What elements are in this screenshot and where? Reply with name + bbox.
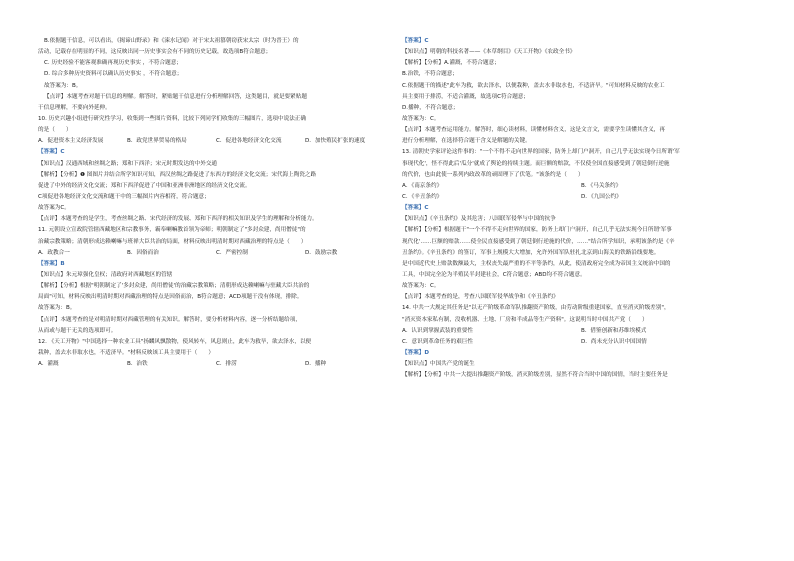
option-row	[402, 326, 760, 337]
text-line: 治藏宗教策略；清朝形成达赖喇嘛与班禅大臣共治的局面，材料反映出明清时期对西藏治理的特点是（ ）	[38, 238, 307, 245]
text-line: C.依据题干的描述"此车为救，欲去泽水，以便栽种，盖去水非取水也，不适济旱。"可知材料反映的农业工	[402, 82, 665, 89]
text-line: B.依据题干信息，可以看出，《揭谛山野录》和《涑水记闻》对于宋太祖篡朝窃获宋太宗（时为晋王）的	[44, 38, 299, 44]
left-column	[38, 36, 394, 370]
option-choice: C．严密控制	[216, 249, 248, 256]
option-choice: B．治铁	[127, 361, 148, 368]
text-line: 进行分析理解，在选择符合题干含义是解题的关键。	[402, 138, 531, 145]
text-line: 【知识点】明朝的科技名著——《本草纲目》《天工开物》《农政全书》	[402, 49, 576, 56]
text-line: 栽种，盖去水非取水也，不适济旱。"材料反映该工具主要用于（ ）	[38, 349, 214, 356]
q13-answer-block	[402, 203, 760, 326]
q13-options	[402, 181, 760, 203]
text-line: 【知识点】《辛丑条约》及其危害；八国联军侵华与中国的抗争	[402, 216, 556, 223]
right-column	[402, 36, 760, 381]
text-line: 的代价，也由此使一系列内政改革的顽固理下了伏笔。"该条约是（ ）	[402, 171, 584, 178]
text-line: 【解析】【分析】根据题干"一个不得不走向世界的国家，防务上却门户洞开，自己几乎无法实现今日所谓'军事	[402, 227, 672, 234]
text-line: 从而或与题干无关的选项即可。	[38, 327, 117, 334]
option-choice: B．借鉴创新和苏维埃模式	[581, 327, 647, 334]
text-line: 【解析】【分析】❶ 图图片并结合所学知识可知，西汉丝绸之路促进了东西方的经济文化交流；宋代海上陶瓷之路	[38, 171, 317, 178]
text-line: 14. 中共一大规定其任务是"以无产阶级革命军队推翻资产阶级，由劳动阶级重建国家，直至消灭阶级差别"，	[402, 305, 670, 312]
option-choice: A．灌溉	[38, 361, 59, 368]
q12-options	[38, 359, 394, 370]
text-line: 事现代化'，怪不得此后'瓜分'就成了舆论的持续主题。而巨额的赔款，不仅使全国直接感受到了朝廷倒行逆施	[402, 160, 670, 167]
text-line: 活动，记载存在明显的不同，这反映出同一历史事实会有不同的历史记载，故选项B符合题意；	[38, 49, 272, 56]
option-choice: D．尚未充分认识中国国情	[581, 338, 647, 345]
q14-answer-block	[402, 348, 760, 381]
text-line: 故答案为C。	[38, 205, 70, 212]
text-line: 【知识点】朱元璋强化皇权；清政府对西藏地区的管辖	[38, 271, 173, 278]
q11-answer-block	[38, 259, 394, 359]
text-line: 11. 元朝设立宣政院管辖西藏地区和宗教事务，霸奉喇嘛教首领为帝师；明朝制定了"多封众建，尚用僧徒"的	[38, 227, 306, 234]
answer-label: 【答案】C	[402, 38, 429, 44]
answer-label: 【答案】B	[38, 260, 65, 267]
option-row	[402, 337, 760, 348]
q11-options	[38, 248, 394, 259]
text-line: 是中国近代史上赔款数额最大，主权丧失最严重的不平等条约，从此，使清政府完全成为帝国主义统治中国的	[402, 260, 671, 267]
answer-label: 【答案】C	[38, 149, 65, 156]
text-line: C. 历史经验不能客观准确再现历史事实 ，不符合题意；	[44, 60, 182, 67]
left-intro	[38, 36, 394, 136]
text-line: 具主要用于排涝，不适合灌溉，故选项C符合题意；	[402, 93, 529, 100]
text-line: D. 综合多种历史资料可以确认历史事实 ，不符合题意；	[44, 71, 183, 78]
text-line: 故答案为：B。	[38, 305, 76, 312]
q14-options	[402, 326, 760, 348]
q10-options	[38, 136, 394, 147]
option-choice: B．政党世界贸易的格局	[127, 138, 187, 145]
option-choice: C．《辛丑条约》	[402, 193, 443, 200]
q12-answer-block	[402, 36, 760, 181]
text-line: 现代化'……巨额的赔款……使全民直接感受到了朝廷倒行逆施的代价，……"结合所学知识，承明该条约是《辛	[402, 238, 675, 245]
text-line: B.治铁，不符合题意；	[402, 71, 458, 78]
text-line: "消灭资本家私有制，没收机器、土地、厂房和半成品等生产资料"。这说明当时中国共产党（ ）	[402, 316, 648, 323]
option-choice: B．因俗而治	[127, 249, 159, 256]
text-line: 促进了中外的经济文化交流；郑和下西洋促进了中国和亚洲非洲地区的经济文化交流。	[38, 182, 251, 189]
text-line: 【解析】【分析】中共一大提出推翻资产阶级，消灭阶级差别，显然不符合当时中国的国情，当时主要任务是	[402, 372, 668, 379]
text-line: 【知识点】汉通西域和丝绸之路；郑和下西洋；宋元时期发达的中外交通	[38, 160, 218, 167]
text-line: 的是（ ）	[38, 127, 72, 134]
text-line: 【点评】本题考查运用能力。解答时，细心读材料，读懂材料含义，这是文言文，需要学生读懂其含义，再	[402, 127, 665, 134]
text-line: 【点评】本题考查的是，考查八国联军侵华战争和《辛丑条约》	[402, 294, 559, 301]
q10-answer-block	[38, 147, 394, 247]
option-choice: A．政教合一	[38, 249, 70, 256]
text-line: 局面"可知，材料反映出明清时期对西藏治理的特点是因俗而治，B符合题意；ACD项题干没有体现，排除。	[38, 294, 303, 301]
option-choice: B．《马关条约》	[581, 182, 622, 189]
option-choice: A．促进资本主义经济发展	[38, 138, 104, 145]
option-choice: A．认识到掌握武装的重要性	[402, 327, 473, 334]
text-line: C项促进各地经济文化交流和题干中的三幅图片内容相符，符合题意；	[38, 193, 210, 200]
text-line: 故答案为：C。	[402, 115, 440, 122]
text-line: 【点评】本题考查对题干信息的理解。解答时，紧贴题干信息进行分析理解回答，这类题目，就是要紧贴题	[44, 93, 307, 100]
option-choice: D．加快殖民扩张的速度	[305, 138, 366, 145]
text-line: 10. 历史兴趣小组进行研究性学习，收集到一些图片资料，比较下列同学们收集的三幅图片，选项中说法正确	[38, 115, 306, 122]
text-line: 【点评】本题考查的是对明清时期对西藏管理的有关知识。解答时，要分析材料内容，逐一分析结题给项，	[38, 316, 301, 323]
answer-label: 【答案】C	[402, 205, 429, 212]
option-choice: C．意识到革命任务的艰巨性	[402, 338, 474, 345]
text-line: 丑条约》。《辛丑条约》的签订，军事上规模大大增加，允许外国军队驻扎北京到山海关的铁路沿线要地。	[402, 249, 660, 256]
option-choice: C．促进各地经济文化交流	[216, 138, 282, 145]
option-choice: A．《南京条约》	[402, 182, 443, 189]
option-row	[402, 192, 760, 203]
text-line: 12. 《天工开物》"中国选择一种农业工具"扬麟风飘散物，使风转车，风息则止，此车为救旱，欲去泽水，以便	[38, 338, 312, 345]
text-line: 故答案为：C。	[402, 283, 440, 290]
text-line: 故答案为：B。	[44, 82, 82, 89]
text-line: 【点评】本题考查的是学生，考查丝绸之路、宋代经济的发展、郑和下西洋的相关知识及学生的理解和分析能力。	[38, 216, 318, 223]
option-choice: D．《九国公约》	[581, 193, 622, 200]
text-line: 13. 清朝史学家评论这件事的："一个不得不走向世界的国家，防务上却门户洞开，自己几乎无法实现今日所谓'军	[402, 149, 680, 156]
option-choice: D．鼓励宗教	[305, 249, 338, 256]
text-line: 【知识点】中国共产党的诞生	[402, 361, 475, 368]
text-line: 【解析】【分析】根据"明朝制定了'多封众建，尚用僧徒'的治藏宗教策略；清朝形成达赖喇嘛与驻藏大臣共治的	[38, 283, 310, 290]
answer-label: 【答案】D	[402, 349, 430, 356]
text-line: 【解析】【分析】A.灌溉，不符合题意；	[402, 60, 500, 67]
text-line: D.播种，不符合题意；	[402, 104, 459, 111]
option-row	[402, 181, 760, 192]
option-choice: C．排涝	[216, 361, 237, 368]
option-choice: D．播种	[305, 361, 327, 368]
text-line: 工具，中国完全沦为半殖民半封建社会，C符合题意；ABD均不符合题意。	[402, 271, 586, 278]
text-line: 干信息理解，不要向外延伸。	[38, 104, 111, 111]
